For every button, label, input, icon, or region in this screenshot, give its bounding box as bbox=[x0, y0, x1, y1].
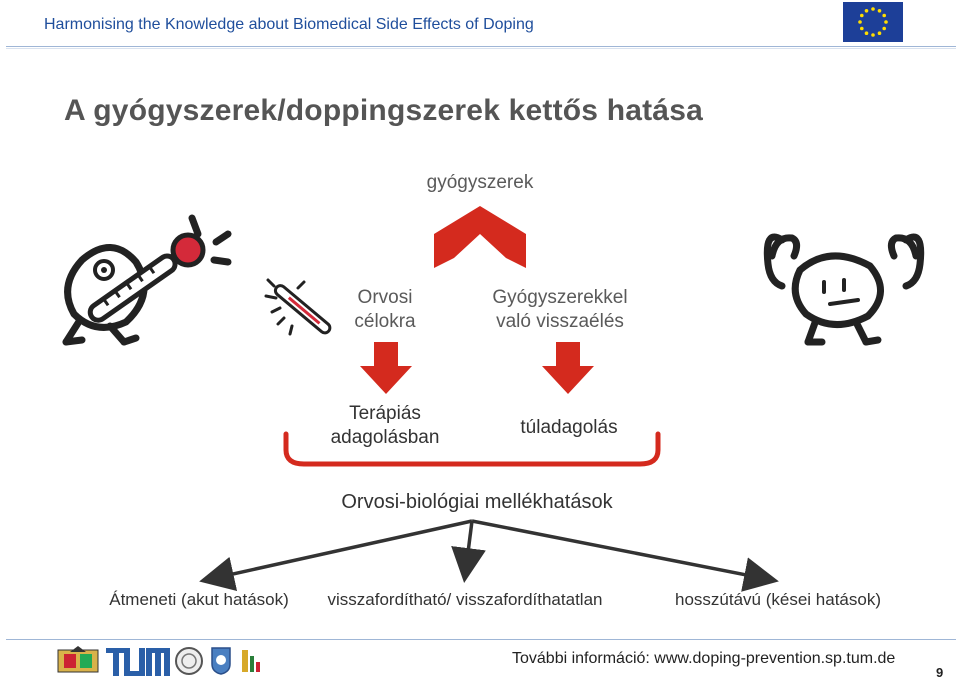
footer-divider bbox=[6, 639, 956, 640]
side-effects-label: Orvosi-biológiai mellékhatások bbox=[341, 491, 613, 513]
shield-icon bbox=[210, 646, 232, 676]
effect-acute: Átmeneti (akut hatások) bbox=[109, 590, 289, 609]
branch-left-line2: célokra bbox=[354, 311, 416, 332]
outcome-left-line2: adagolásban bbox=[330, 427, 440, 448]
top-label: gyógyszerek bbox=[426, 172, 534, 193]
seal-icon bbox=[174, 646, 204, 676]
branch-right-line1: Gyógyszerekkel bbox=[492, 287, 628, 308]
outcome-left-line1: Terápiás bbox=[349, 403, 421, 424]
arrow-to-longterm bbox=[472, 521, 772, 580]
sick-figure-icon bbox=[52, 214, 232, 354]
branch-right-line2: való visszaélés bbox=[496, 311, 624, 332]
arrow-to-reversible bbox=[465, 521, 472, 576]
project-title: Harmonising the Knowledge about Biomedical Side Effects of Doping bbox=[44, 16, 534, 33]
thermometer-icon bbox=[264, 276, 340, 344]
partner-logo-icon bbox=[240, 648, 262, 676]
tum-logo-icon bbox=[106, 648, 170, 676]
branch-left-line1: Orvosi bbox=[357, 287, 413, 308]
page-number: 9 bbox=[936, 665, 944, 680]
muscular-figure-icon bbox=[760, 216, 930, 352]
outcome-right-label: túladagolás bbox=[520, 417, 618, 438]
effect-reversible: visszafordítható/ visszafordíthatatlan bbox=[327, 590, 603, 609]
more-info-text: További információ: www.doping-prevention.sp.tum.de bbox=[512, 650, 896, 667]
university-crest-icon bbox=[56, 646, 100, 676]
slide-title: A gyógyszerek/doppingszerek kettős hatása bbox=[64, 94, 703, 127]
arrow-to-acute bbox=[206, 521, 472, 580]
effect-longterm: hosszútávú (kései hatások) bbox=[675, 590, 881, 609]
